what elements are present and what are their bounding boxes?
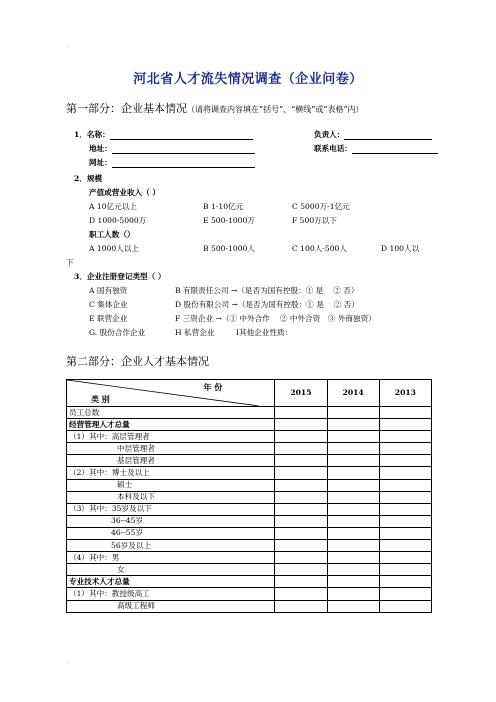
name-input[interactable] — [110, 130, 253, 140]
data-cell[interactable] — [275, 564, 327, 576]
row-label: （2）其中：博士及以上 — [67, 467, 275, 479]
header-year-label: 年 份 — [203, 382, 223, 392]
year-2015-header: 2015 — [275, 380, 327, 407]
revenue-option-a[interactable]: A 10亿元以上 — [89, 202, 137, 211]
data-cell[interactable] — [327, 527, 379, 539]
manager-input[interactable] — [344, 130, 432, 140]
table-row — [67, 419, 432, 431]
staff-option-d[interactable]: D 100人以 — [381, 244, 420, 253]
staff-option-b[interactable]: B 500-1000人 — [203, 244, 255, 253]
part1-heading — [66, 100, 364, 116]
data-cell[interactable] — [379, 467, 431, 479]
table-corner-cell — [67, 380, 275, 407]
row-label: 经营管理人才总量 — [67, 419, 275, 431]
data-cell[interactable] — [327, 600, 379, 612]
part1-note: （请将调查内容填在“括号”、“横线”或“表格”内） — [187, 105, 364, 114]
data-cell[interactable] — [275, 540, 327, 552]
data-cell[interactable] — [275, 503, 327, 515]
data-cell[interactable] — [327, 443, 379, 455]
data-cell[interactable] — [275, 515, 327, 527]
table-row — [67, 467, 432, 479]
row-label: （3）其中：35岁及以下 — [67, 503, 275, 515]
table-row — [67, 431, 432, 443]
reg-option-h[interactable]: H 私营企业 — [175, 328, 215, 337]
staff-option-a[interactable]: A 1000人以上 — [89, 244, 140, 253]
table-row — [67, 600, 432, 612]
table-header-row — [67, 380, 432, 407]
data-cell[interactable] — [327, 419, 379, 431]
data-cell[interactable] — [327, 479, 379, 491]
address-input[interactable] — [112, 144, 255, 154]
reg-option-d[interactable]: D 股份有限公司 →（是否为国有控股：① 是 ② 否） — [175, 300, 359, 309]
reg-option-g[interactable]: G. 股份合作企业 — [89, 328, 146, 337]
row-label: （4）其中：男 — [67, 552, 275, 564]
staff-label: 职工人数（） — [89, 230, 135, 239]
website-label: 网址： — [89, 158, 112, 167]
data-cell[interactable] — [327, 503, 379, 515]
table-row — [67, 491, 432, 503]
year-2014-header: 2014 — [327, 380, 379, 407]
row-label: 56岁及以上 — [67, 540, 275, 552]
data-cell[interactable] — [275, 491, 327, 503]
data-cell[interactable] — [275, 455, 327, 467]
data-cell[interactable] — [275, 443, 327, 455]
row-label: 46--55岁 — [67, 527, 275, 539]
data-cell[interactable] — [275, 600, 327, 612]
data-cell[interactable] — [379, 419, 431, 431]
data-cell[interactable] — [327, 515, 379, 527]
page-title: 河北省人才流失情况调查（企业问卷） — [133, 72, 363, 87]
table-row — [67, 407, 432, 419]
row-label: 基层管理者 — [67, 455, 275, 467]
staff-option-c[interactable]: C 100人-500人 — [292, 244, 347, 253]
table-row — [67, 576, 432, 588]
reg-option-f[interactable]: F 三资企业 →（① 中外合作 ② 中外合资 ③ 外商独资） — [175, 314, 376, 323]
data-cell[interactable] — [327, 491, 379, 503]
data-cell[interactable] — [379, 479, 431, 491]
data-cell[interactable] — [327, 540, 379, 552]
data-cell[interactable] — [379, 588, 431, 600]
data-cell[interactable] — [275, 479, 327, 491]
data-cell[interactable] — [275, 419, 327, 431]
header-category-label: 类 别 — [91, 394, 110, 404]
name-label: 1．名称： — [74, 130, 110, 139]
data-cell[interactable] — [379, 407, 431, 419]
data-cell[interactable] — [327, 431, 379, 443]
reg-type-question: 3．企业注册登记类型（ ） — [74, 272, 166, 281]
website-field-row — [89, 157, 255, 168]
data-cell[interactable] — [327, 467, 379, 479]
scale-question: 2．规模 — [74, 174, 103, 183]
row-label: 中层管理者 — [67, 443, 275, 455]
data-cell[interactable] — [379, 455, 431, 467]
talent-table — [66, 379, 432, 613]
phone-field-row — [314, 143, 438, 154]
revenue-option-f[interactable]: F 500万以下 — [292, 216, 337, 225]
data-cell[interactable] — [327, 455, 379, 467]
row-label: （1）其中：高层管理者 — [67, 431, 275, 443]
data-cell[interactable] — [379, 576, 431, 588]
manager-label: 负责人： — [314, 130, 345, 139]
table-row — [67, 527, 432, 539]
revenue-option-e[interactable]: E 500-1000万 — [203, 216, 255, 225]
table-row — [67, 455, 432, 467]
part1-title: 第一部分：企业基本情况 — [66, 102, 187, 115]
data-cell[interactable] — [275, 407, 327, 419]
data-cell[interactable] — [327, 576, 379, 588]
table-row — [67, 540, 432, 552]
top-dot: . — [66, 40, 69, 49]
row-label: 本科及以下 — [67, 491, 275, 503]
row-label: （1）其中：教授级高工 — [67, 588, 275, 600]
data-cell[interactable] — [275, 431, 327, 443]
phone-label: 联系电话： — [314, 144, 352, 153]
revenue-label: 产值或营业收入（ ） — [89, 188, 160, 197]
data-cell[interactable] — [275, 576, 327, 588]
staff-option-wrap: 下 — [66, 258, 74, 267]
data-cell[interactable] — [327, 407, 379, 419]
table-row — [67, 564, 432, 576]
table-row — [67, 503, 432, 515]
data-cell[interactable] — [379, 515, 431, 527]
reg-option-a[interactable]: A 国有独资 — [89, 286, 128, 295]
table-row — [67, 479, 432, 491]
table-row — [67, 443, 432, 455]
table-row — [67, 515, 432, 527]
bottom-dot: . — [66, 656, 69, 665]
reg-option-c[interactable]: C 集体企业 — [89, 300, 128, 309]
data-cell[interactable] — [275, 552, 327, 564]
table-row — [67, 588, 432, 600]
revenue-option-b[interactable]: B 1-10亿元 — [203, 202, 244, 211]
reg-option-e[interactable]: E 联营企业 — [89, 314, 128, 323]
data-cell[interactable] — [379, 564, 431, 576]
manager-field-row — [314, 129, 432, 140]
reg-option-b[interactable]: B 有限责任公司 →（是否为国有控股：① 是 ② 否） — [175, 286, 359, 295]
name-field-row — [74, 129, 253, 140]
data-cell[interactable] — [379, 431, 431, 443]
data-cell[interactable] — [379, 540, 431, 552]
table-row — [67, 552, 432, 564]
website-input[interactable] — [112, 158, 255, 168]
revenue-option-d[interactable]: D 1000-5000万 — [89, 216, 147, 225]
row-label: 高级工程师 — [67, 600, 275, 612]
row-label: 员工总数 — [67, 407, 275, 419]
data-cell[interactable] — [379, 552, 431, 564]
data-cell[interactable] — [275, 467, 327, 479]
data-cell[interactable] — [379, 443, 431, 455]
phone-input[interactable] — [352, 144, 438, 154]
data-cell[interactable] — [275, 527, 327, 539]
row-label: 36--45岁 — [67, 515, 275, 527]
address-label: 地址： — [89, 144, 112, 153]
data-cell[interactable] — [327, 564, 379, 576]
data-cell[interactable] — [379, 503, 431, 515]
revenue-option-c[interactable]: C 5000万-1亿元 — [292, 202, 350, 211]
year-2013-header: 2013 — [379, 380, 431, 407]
address-field-row — [89, 143, 255, 154]
data-cell[interactable] — [327, 552, 379, 564]
data-cell[interactable] — [379, 527, 431, 539]
part2-heading: 第二部分：企业人才基本情况 — [66, 355, 209, 368]
row-label: 女 — [67, 564, 275, 576]
data-cell[interactable] — [275, 588, 327, 600]
row-label: 硕士 — [67, 479, 275, 491]
row-label: 专业技术人才总量 — [67, 576, 275, 588]
reg-option-i[interactable]: I其他企业性质： — [236, 328, 293, 337]
data-cell[interactable] — [379, 491, 431, 503]
data-cell[interactable] — [379, 600, 431, 612]
data-cell[interactable] — [327, 588, 379, 600]
